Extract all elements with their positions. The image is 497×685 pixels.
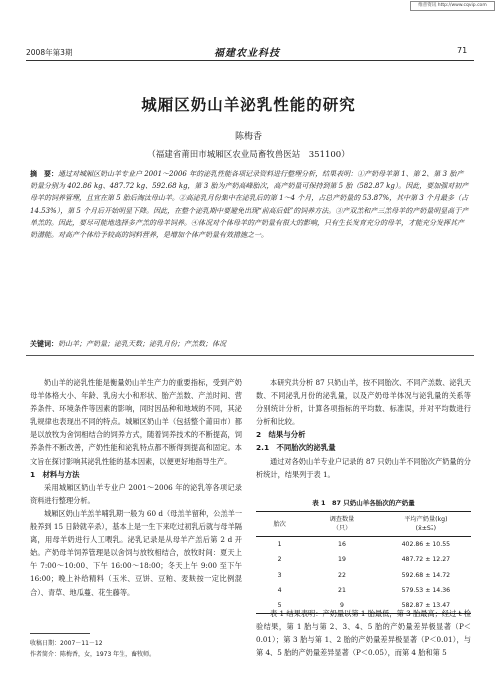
- table-cell: 16: [338, 541, 346, 549]
- abstract: [30, 168, 470, 241]
- footnote-rule: [30, 633, 90, 634]
- section-heading-results: 2 结果与分析: [256, 430, 306, 440]
- table-header-parity: 胎次: [256, 512, 303, 537]
- issue-label: 2008年第3期: [26, 48, 73, 57]
- left-column: [30, 376, 242, 599]
- section-heading-materials: 1 材料与方法: [30, 469, 80, 479]
- table-cell: 1: [277, 541, 282, 549]
- abstract-text: 通过对城厢区奶山羊专业户 2001～2006 年的泌乳性能各项记录资料进行整理分析，结果表明：①产奶母羊第 1、第 2、第 3 胎产奶量分别为 402.86 kg、487.72 kg、592.68 kg，第 3 胎为产奶高峰胎次，高产奶量可保持到第 5 胎（582.87 kg）。因此，要加强对初产母羊的饲养管理，且宜在第 5 胎后淘汰母山羊。②高泌乳月份集中在泌乳后的第 1～4 个月，占总产奶量的 53.87%，其中第 3 个月最多（占 14.53%），第 5 个月后开始明显下降。因此，在整个泌乳期中要避免出现“前高后低”的饲养方法。③产双羔和产三羔母羊的产奶量明显高于产单羔的。因此，要尽可能地选择多产羔的母羊饲养。④体况对个体母羊的产奶量有很大的影响，只有生长发育充分的母羊，才能充分发挥其产奶潜能。对高产个体给予较高的饲料营养，是增加个体产奶量有效措施之一。: [30, 170, 469, 240]
- milk-yield-table: [256, 511, 471, 614]
- author-bio: 作者简介：陈梅香，女，1973 年生，畜牧师。: [30, 651, 156, 658]
- table-header-yield: 平均产奶量(kg) (x̄±Sₓ̄): [381, 512, 471, 537]
- table-cell: 487.72 ± 12.27: [401, 556, 451, 564]
- parity-paragraph: 通过对各奶山羊专业户记录的 87 只奶山羊不同胎次产奶量的分析统计，结果列于表 1。: [256, 456, 471, 479]
- journal-name: 福建农业科技: [214, 48, 280, 59]
- keywords-label: 关键词：: [30, 340, 58, 348]
- materials-paragraph-1: 采用城厢区奶山羊专业户 2001～2006 年的泌乳等各项记录资料进行整理分析。: [30, 482, 242, 505]
- right-column-bottom: [256, 607, 471, 659]
- table-row: [256, 568, 471, 583]
- table-row: [256, 583, 471, 598]
- table-cell: 402.86 ± 10.55: [401, 541, 451, 549]
- table-row: [256, 552, 471, 567]
- right-column-top: [256, 376, 471, 481]
- source-stamp: 维普资讯 http://www.cqvip.com: [410, 1, 495, 11]
- table-cell: 579.53 ± 14.36: [401, 587, 451, 595]
- results-paragraph: 表 1 结果表明：产奶量以第 1 胎最低，第 3 胎最高；经过 t 检验结果，第 1 胎与第 2、3、4、5 胎的产奶量差异极显著（P＜0.01）；第 3 胎与第 1、2 胎的产奶量差异极显著（P＜0.01），与第 4、5 胎的产奶量差异显著（P＜0.05），而第 4 胎和第 5: [256, 609, 471, 658]
- table-cell: 9: [303, 598, 380, 614]
- table-cell: 5: [256, 598, 303, 614]
- footnotes: [30, 638, 242, 660]
- table-cell: 4: [277, 587, 282, 595]
- table-cell: 3: [277, 571, 282, 579]
- intro-paragraph: 奶山羊的泌乳性能是衡量奶山羊生产力的重要指标，受到产奶母羊体格大小、年龄、乳房大小和形状、胎产羔数、产羔时间、营养条件、环境条件等因素的影响，同时因品种和地域的不同，其泌乳规律也表现出不同的特点。城厢区奶山羊（包括整个莆田市）都是以放牧为舍饲相结合的饲养方式，随着饲养技术的不断提高，饲养条件不断改善，产奶性能和泌乳特点都不断得到提高和固定。本文旨在探讨影响其泌乳性能的基本因素，以便更好地指导生产。: [30, 378, 242, 466]
- page-number: 71: [457, 46, 468, 55]
- header-rule: [26, 60, 474, 61]
- table-caption: 表 1 87 只奶山羊各胎次的产奶量: [312, 499, 415, 507]
- table-header-row: [256, 512, 471, 537]
- table-cell: 592.68 ± 14.72: [401, 571, 451, 579]
- keywords-text: 奶山羊；产奶量；泌乳天数；泌乳月份；产羔数；体况: [58, 340, 226, 348]
- table-row: [256, 537, 471, 553]
- table-cell: 22: [338, 571, 346, 579]
- table-header-count: 调查数量 （只）: [303, 512, 380, 537]
- table-cell: 19: [338, 556, 346, 564]
- received-date: 收稿日期：2007－11－12: [30, 640, 103, 647]
- table-cell: 582.87 ± 13.47: [381, 598, 471, 614]
- table-cell: 2: [277, 556, 282, 564]
- subsection-heading-parity: 2.1 不同胎次的泌乳量: [256, 443, 336, 453]
- abstract-label: 摘 要：: [30, 170, 58, 178]
- materials-paragraph-2: 城厢区奶山羊羔羊哺乳期一般为 60 d（母羔羊留种，公羔羊一般养到 15 日龄就辛杀），基本上是一生下来吃过初乳后就与母羊隔离，用母羊奶进行人工喂乳。泌乳记录是从母羊产羔后第 2 d 开始。产奶母羊饲养管理是以舍饲与放牧相结合，放牧时间：夏天上午 7:00～10:00、下午 16:00～18:00；冬天上午 9:00 至下午 16:00；晚上补给精料（玉米、豆饼、豆粕、麦麸按一定比例混合）、青草、地瓜蔓、花生藤等。: [30, 508, 243, 597]
- study-paragraph: 本研究共分析 87 只奶山羊，按不同胎次、不同产羔数、泌乳天数、不同泌乳月份的泌乳量，以及产奶母羊体况与泌乳量的关系等分别统计分析，计算各项指标的平均数、标准误，并对平均数进行分析和比较。: [256, 378, 471, 427]
- keywords: [30, 339, 470, 349]
- keywords-rule: [26, 355, 474, 356]
- article-title: 城厢区奶山羊泌乳性能的研究: [141, 96, 356, 114]
- author-name: 陈梅香: [234, 132, 262, 142]
- table-cell: 21: [338, 587, 346, 595]
- author-affiliation: （福建省莆田市城厢区农业局畜牧兽医站 351100）: [147, 150, 350, 160]
